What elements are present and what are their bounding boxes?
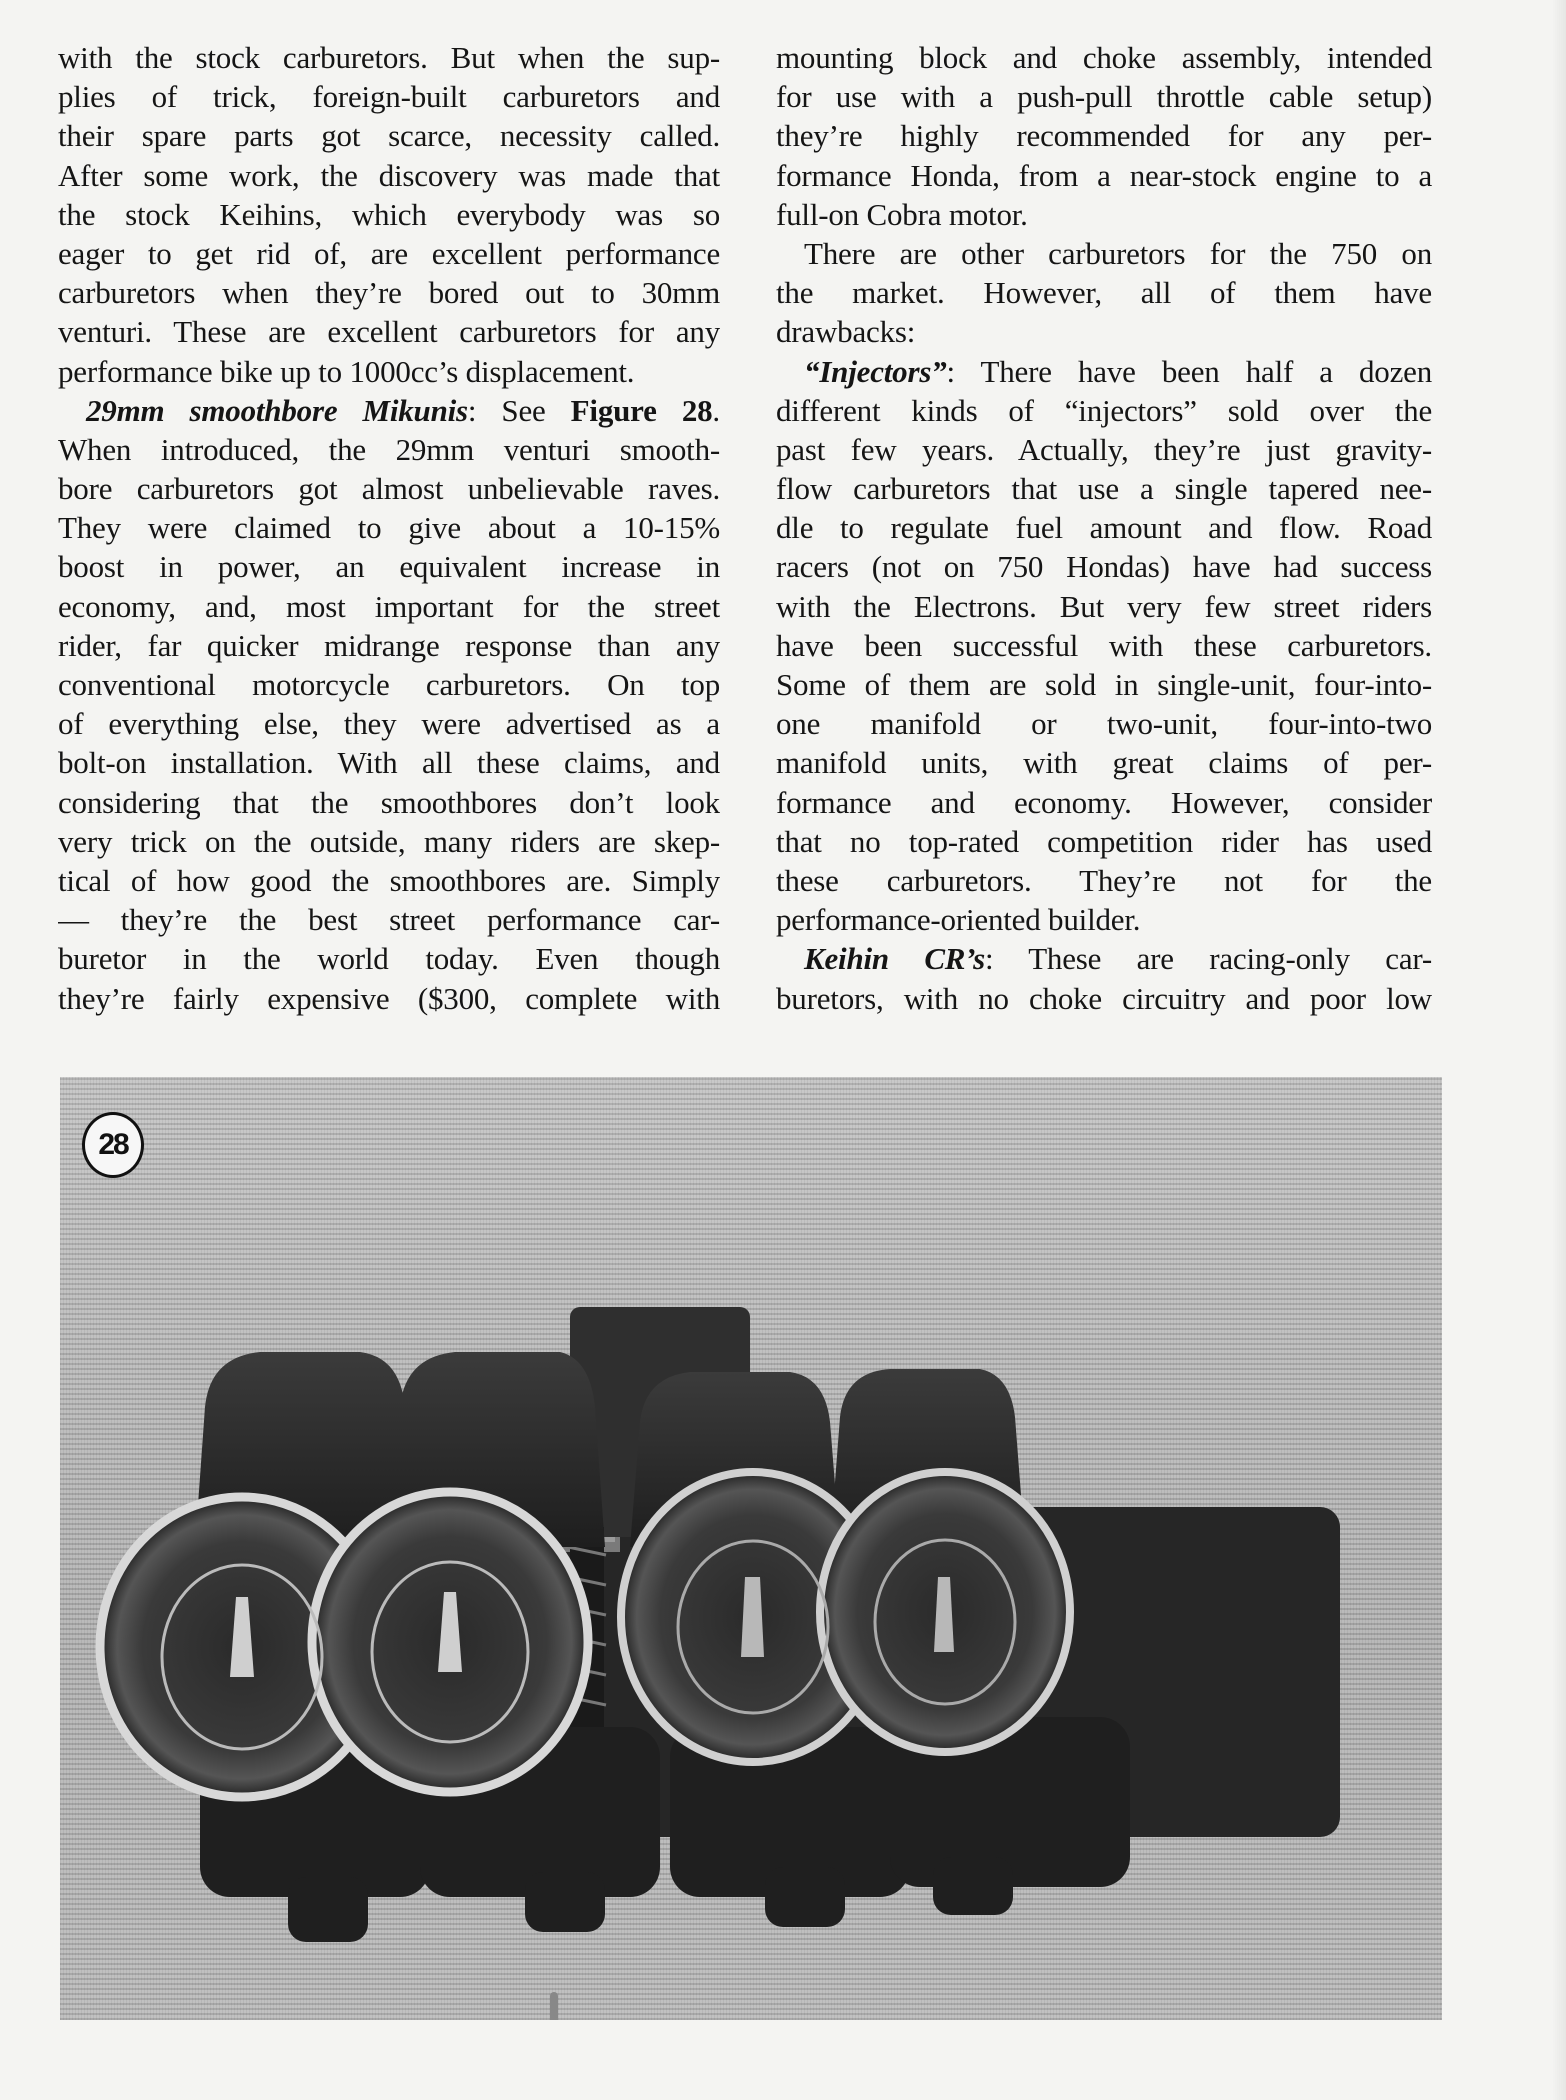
text-line: full-on Cobra motor. [776, 196, 1028, 232]
text-line: performance-oriented builder. [776, 902, 1141, 938]
text-line: have been successful with these carburetors. [776, 627, 1432, 663]
text-line: formance Honda, from a near-stock engine to a [776, 157, 1432, 193]
text-line: of everything else, they were advertised as a [58, 706, 720, 742]
text-line: rider, far quicker midrange response than any [58, 627, 720, 663]
text-line: for use with a push-pull throttle cable setup) [776, 79, 1432, 115]
text-line: tical of how good the smoothbores are. Simply [58, 862, 720, 898]
figure-28-photo [60, 1077, 1442, 2020]
text-line: boost in power, an equivalent increase in [58, 549, 720, 585]
section-heading-keihin: Keihin CR’s: These are racing-only car- [804, 941, 1432, 977]
text-line: economy, and, most important for the street [58, 588, 720, 624]
page-edge-shadow [1552, 0, 1566, 2100]
text-line: mounting block and choke assembly, intended [776, 40, 1432, 75]
term-mikunis: 29mm smoothbore Mikunis [86, 392, 468, 428]
text-line: manifold units, with great claims of per- [776, 745, 1432, 781]
text-line: buretor in the world today. Even though [58, 941, 720, 977]
text-line: formance and economy. However, consider [776, 784, 1432, 820]
text-line: they’re highly recommended for any per- [776, 118, 1432, 154]
text-line: very trick on the outside, many riders are skep- [58, 823, 720, 859]
text-line: that no top-rated competition rider has used [776, 823, 1432, 859]
left-column [58, 38, 720, 1018]
text-line: eager to get rid of, are excellent performance [58, 235, 720, 271]
term-injectors: Injectors [819, 353, 932, 389]
text-line: buretors, with no choke circuitry and poor low [776, 980, 1432, 1016]
text-line: they’re fairly expensive ($300, complete with [58, 980, 720, 1016]
text-line: Some of them are sold in single-unit, four-into- [776, 667, 1432, 702]
text-line: these carburetors. They’re not for the [776, 862, 1432, 898]
text-line: one manifold or two-unit, four-into-two [776, 706, 1432, 742]
carburetor-photo [60, 1077, 1442, 2020]
text-line: flow carburetors that use a single tapered nee- [776, 471, 1432, 507]
text-line: performance bike up to 1000cc’s displacement. [58, 353, 635, 389]
figure-number-badge: 28 [82, 1112, 144, 1178]
text-line: racers (not on 750 Hondas) have had success [776, 549, 1432, 585]
text-line: dle to regulate fuel amount and flow. Road [776, 510, 1432, 546]
text-line: — they’re the best street performance car- [58, 902, 720, 938]
right-column [776, 38, 1432, 1018]
text-line: the stock Keihins, which everybody was so [58, 196, 720, 232]
text-line: considering that the smoothbores don’t look [58, 784, 720, 820]
text-line: the market. However, all of them have [776, 275, 1432, 311]
text-line: different kinds of “injectors” sold over the [776, 392, 1432, 428]
text-line: venturi. These are excellent carburetors for any [58, 314, 720, 350]
text-line: with the stock carburetors. But when the sup- [58, 40, 720, 75]
section-heading-injectors: “Injectors”: There have been half a dozen [804, 353, 1432, 389]
text-line: conventional motorcycle carburetors. On top [58, 667, 720, 702]
section-heading-mikunis: 29mm smoothbore Mikunis: See Figure 28. [86, 392, 720, 428]
text-line: plies of trick, foreign-built carburetors and [58, 79, 720, 115]
text-line: drawbacks: [776, 314, 916, 350]
text-line: with the Electrons. But very few street riders [776, 588, 1432, 624]
text-line: carburetors when they’re bored out to 30mm [58, 275, 720, 311]
text-line: their spare parts got scarce, necessity called. [58, 118, 720, 154]
text-line: They were claimed to give about a 10-15% [58, 510, 720, 546]
text-line: bolt-on installation. With all these claims, and [58, 745, 720, 781]
loose-pin [550, 1992, 558, 2020]
term-keihin: Keihin CR’s [804, 941, 985, 977]
text-line: There are other carburetors for the 750 on [804, 235, 1432, 271]
text-line: past few years. Actually, they’re just gravity- [776, 431, 1432, 467]
text-line: When introduced, the 29mm venturi smooth- [58, 431, 720, 467]
text-line: After some work, the discovery was made that [58, 157, 720, 193]
figure-reference: Figure 28 [570, 392, 713, 428]
text-line: bore carburetors got almost unbelievable raves. [58, 471, 720, 507]
